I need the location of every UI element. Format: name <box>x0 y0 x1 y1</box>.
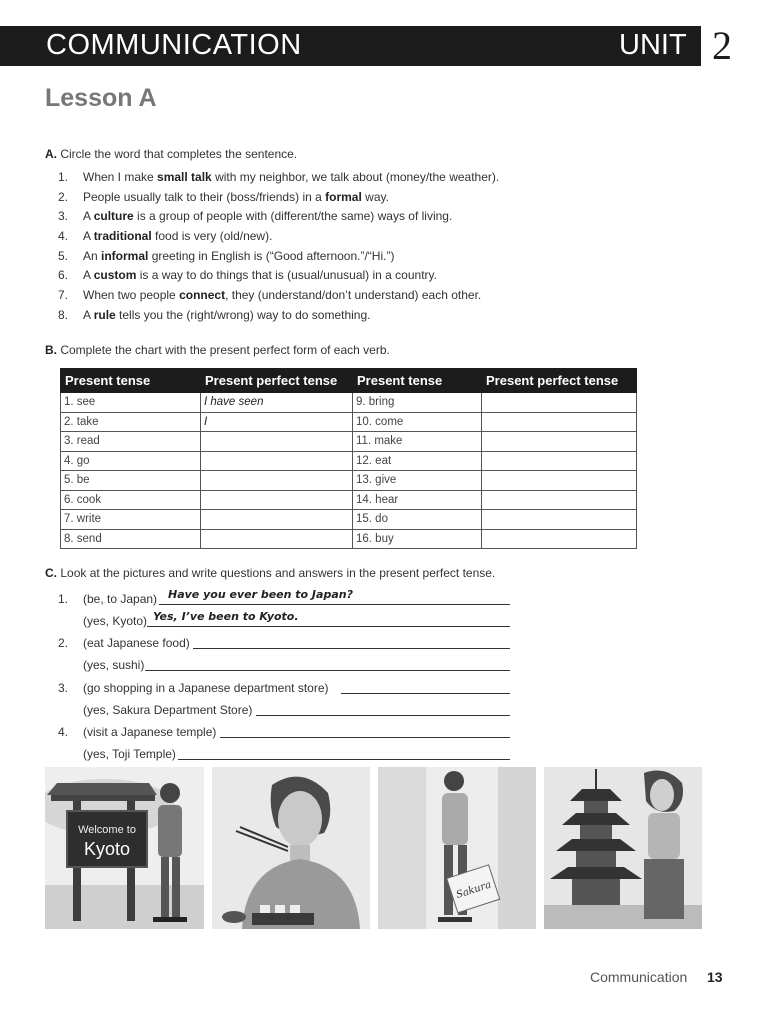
shopping-photo <box>378 767 536 929</box>
item-text-post: way. <box>361 189 389 204</box>
vocab-word: culture <box>93 209 134 224</box>
section-b-letter: B. <box>45 343 57 357</box>
shopping-bag-illustration <box>378 767 536 929</box>
sign-text-line1: Welcome to <box>78 824 136 836</box>
item-number: 3. <box>58 209 69 224</box>
prompt-text: (be, to Japan) <box>83 592 158 606</box>
header-title: COMMUNICATION <box>46 29 302 61</box>
present-tense-cell: 15. do <box>353 510 482 530</box>
item-number: 1. <box>58 170 69 184</box>
present-tense-cell: 16. buy <box>353 529 482 549</box>
present-tense-cell: 8. send <box>61 529 201 549</box>
kyoto-sign-illustration <box>45 767 204 929</box>
item-number: 4. <box>58 229 69 244</box>
present-tense-cell: 3. read <box>61 432 201 452</box>
pagoda-illustration <box>544 767 702 929</box>
present-perfect-cell[interactable] <box>201 529 353 549</box>
item-text-pre: A <box>83 268 94 283</box>
table-row <box>61 393 637 413</box>
list-item <box>58 168 499 188</box>
table-row <box>61 451 637 471</box>
item-text-post: , they (understand/don’t understand) each other. <box>225 288 482 303</box>
chart-header-row <box>61 369 637 393</box>
present-perfect-cell[interactable] <box>482 529 637 549</box>
present-tense-cell: 12. eat <box>353 451 482 471</box>
present-tense-cell: 7. write <box>61 510 201 530</box>
present-tense-cell: 1. see <box>61 393 201 413</box>
present-perfect-cell[interactable]: I <box>201 412 353 432</box>
kyoto-sign-photo <box>45 767 204 929</box>
temple-photo <box>544 767 702 929</box>
answer-line[interactable] <box>193 634 510 649</box>
table-row <box>61 471 637 491</box>
section-b-instruction <box>45 343 390 357</box>
bag-label-text: Sakura <box>454 879 493 902</box>
present-perfect-cell[interactable] <box>201 451 353 471</box>
vocab-word: connect <box>179 288 226 303</box>
unit-number: 2 <box>712 23 732 68</box>
item-text-pre: A <box>83 229 94 244</box>
answer-line[interactable] <box>145 656 510 671</box>
vocab-word: formal <box>325 189 362 204</box>
prompt-text: (yes, Sakura Department Store) <box>83 703 253 717</box>
answer-line[interactable] <box>178 745 510 760</box>
eating-sushi-illustration <box>212 767 370 929</box>
item-number: 2. <box>58 636 69 650</box>
item-text-post: is a group of people with (different/the same) ways of living. <box>133 209 453 224</box>
list-item <box>58 306 499 326</box>
verb-chart <box>60 368 637 549</box>
list-item <box>58 247 499 267</box>
sign-text-line2: Kyoto <box>83 839 131 859</box>
vocab-word: informal <box>101 248 149 263</box>
present-perfect-cell[interactable] <box>482 471 637 491</box>
prompt-text: (eat Japanese food) <box>83 636 190 650</box>
item-number: 1. <box>58 592 69 606</box>
item-text-post: is a way to do things that is (usual/unusual) in a country. <box>136 268 437 283</box>
header-banner <box>0 26 768 66</box>
present-tense-cell: 2. take <box>61 412 201 432</box>
item-text-post: tells you the (right/wrong) way to do something. <box>115 307 371 322</box>
handwritten-answer: Yes, I’ve been to Kyoto. <box>153 610 299 623</box>
footer-section-name: Communication <box>590 969 688 985</box>
vocab-word: custom <box>93 268 137 283</box>
present-perfect-cell[interactable]: I have seen <box>201 393 353 413</box>
table-row <box>61 510 637 530</box>
item-number: 6. <box>58 268 69 283</box>
sushi-photo <box>212 767 370 929</box>
section-c-instruction-text: Look at the pictures and write questions and answers in the present perfect tense. <box>60 566 496 580</box>
page-number: 13 <box>707 969 723 985</box>
present-tense-cell: 13. give <box>353 471 482 491</box>
handwritten-answer: Have you ever been to Japan? <box>168 588 353 601</box>
item-text-pre: When I make <box>83 170 158 184</box>
item-text-pre: An <box>83 248 102 263</box>
section-b-instruction-text: Complete the chart with the present perfect form of each verb. <box>60 343 390 357</box>
lesson-title: Lesson A <box>45 84 157 112</box>
present-tense-cell: 4. go <box>61 451 201 471</box>
present-perfect-cell[interactable] <box>201 510 353 530</box>
present-perfect-cell[interactable] <box>482 393 637 413</box>
present-perfect-cell[interactable] <box>482 510 637 530</box>
present-perfect-cell[interactable] <box>482 451 637 471</box>
prompt-text: (yes, Toji Temple) <box>83 747 176 761</box>
item-number: 5. <box>58 248 69 263</box>
section-a-list <box>58 168 499 326</box>
present-tense-cell: 14. hear <box>353 490 482 510</box>
item-number: 3. <box>58 681 69 695</box>
present-tense-cell: 6. cook <box>61 490 201 510</box>
answer-line[interactable] <box>341 679 510 694</box>
section-a-instruction <box>45 147 297 161</box>
vocab-word: traditional <box>93 229 152 244</box>
item-text-pre: When two people <box>83 288 180 303</box>
present-perfect-cell[interactable] <box>201 490 353 510</box>
item-text-post: greeting in English is (“Good afternoon.”/“Hi.”) <box>148 248 395 263</box>
present-tense-cell: 9. bring <box>353 393 482 413</box>
present-perfect-cell[interactable] <box>201 471 353 491</box>
prompt-text: (yes, Kyoto) <box>83 614 148 628</box>
item-text-pre: A <box>83 307 94 322</box>
table-row <box>61 529 637 549</box>
answer-line[interactable] <box>220 723 510 738</box>
section-a-letter: A. <box>45 147 57 161</box>
present-perfect-cell[interactable] <box>482 490 637 510</box>
prompt-text: (go shopping in a Japanese department store) <box>83 681 329 695</box>
section-a-instruction-text: Circle the word that completes the sentence. <box>60 147 298 161</box>
chart-header-cell: Present perfect tense <box>482 369 637 393</box>
list-item <box>58 227 499 247</box>
present-perfect-cell[interactable] <box>482 412 637 432</box>
present-tense-cell: 11. make <box>353 432 482 452</box>
section-c-letter: C. <box>45 566 57 580</box>
present-tense-cell: 5. be <box>61 471 201 491</box>
item-number: 7. <box>58 288 69 303</box>
section-c-instruction <box>45 566 495 580</box>
list-item <box>58 286 499 306</box>
table-row <box>61 490 637 510</box>
chart-header-cell: Present tense <box>353 369 482 393</box>
list-item <box>58 266 499 286</box>
table-row <box>61 412 637 432</box>
vocab-word: rule <box>93 307 116 322</box>
list-item <box>58 207 499 227</box>
item-text-post: with my neighbor, we talk about (money/the weather). <box>211 170 500 184</box>
vocab-word: small talk <box>157 170 212 184</box>
item-number: 4. <box>58 725 69 739</box>
item-text-post: food is very (old/new). <box>151 229 273 244</box>
item-number: 2. <box>58 189 69 204</box>
chart-header-cell: Present tense <box>61 369 201 393</box>
item-text-pre: A <box>83 209 94 224</box>
present-perfect-cell[interactable] <box>201 432 353 452</box>
table-row <box>61 432 637 452</box>
unit-label: UNIT <box>619 29 687 61</box>
prompt-text: (yes, sushi) <box>83 658 145 672</box>
prompt-text: (visit a Japanese temple) <box>83 725 217 739</box>
answer-line[interactable] <box>256 701 510 716</box>
list-item <box>58 188 499 208</box>
chart-header-cell: Present perfect tense <box>201 369 353 393</box>
present-tense-cell: 10. come <box>353 412 482 432</box>
present-perfect-cell[interactable] <box>482 432 637 452</box>
item-number: 8. <box>58 307 69 322</box>
item-text-pre: People usually talk to their (boss/friends) in a <box>83 189 326 204</box>
